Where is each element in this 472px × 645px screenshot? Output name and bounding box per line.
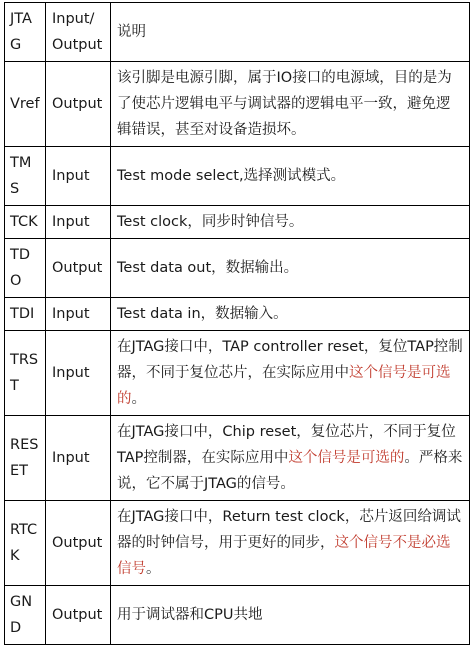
description-text: Test mode select,选择测试模式。 bbox=[117, 168, 346, 184]
table-row bbox=[5, 298, 470, 331]
description-cell bbox=[111, 586, 470, 645]
table-row bbox=[5, 586, 470, 645]
description-cell bbox=[111, 147, 470, 206]
header-signal: JTAG bbox=[5, 3, 46, 62]
description-text: 。 bbox=[131, 391, 146, 407]
description-text: 。严格来说，它不属于JTAG的信号。 bbox=[117, 450, 463, 492]
table-row bbox=[5, 239, 470, 298]
table-row bbox=[5, 416, 470, 501]
description-cell bbox=[111, 239, 470, 298]
direction-cell: Output bbox=[46, 586, 111, 645]
signal-cell: RESET bbox=[5, 416, 46, 501]
signal-cell: TRST bbox=[5, 331, 46, 416]
description-text: 在JTAG接口中，Chip reset，复位芯片，不同于复位TAP控制器，在实际应用中 bbox=[117, 424, 456, 466]
description-cell bbox=[111, 298, 470, 331]
highlighted-text: 这个信号是可选的 bbox=[288, 450, 405, 466]
description-text: 用于调试器和CPU共地 bbox=[117, 607, 263, 623]
header-direction: Input/Output bbox=[46, 3, 111, 62]
table-row bbox=[5, 62, 470, 147]
description-cell bbox=[111, 206, 470, 239]
signal-cell: TMS bbox=[5, 147, 46, 206]
signal-cell: TDI bbox=[5, 298, 46, 331]
table-body bbox=[5, 3, 470, 645]
header-description: 说明 bbox=[111, 3, 470, 62]
direction-cell: Input bbox=[46, 298, 111, 331]
description-text: 在JTAG接口中，Return test clock，芯片返回给调试器的时钟信号，用于更好的同步， bbox=[117, 509, 461, 551]
table-row bbox=[5, 501, 470, 586]
direction-cell: Input bbox=[46, 206, 111, 239]
description-text: 该引脚是电源引脚，属于IO接口的电源域，目的是为了使芯片逻辑电平与调试器的逻辑电平一致，避免逻辑错误，甚至对设备造损坏。 bbox=[117, 70, 452, 138]
description-cell bbox=[111, 416, 470, 501]
jtag-signal-table bbox=[4, 2, 470, 645]
description-text: Test data out，数据输出。 bbox=[117, 260, 299, 276]
description-text: Test data in，数据输入。 bbox=[117, 306, 288, 322]
table-row bbox=[5, 206, 470, 239]
header-row bbox=[5, 3, 470, 62]
direction-cell: Output bbox=[46, 239, 111, 298]
table-row bbox=[5, 331, 470, 416]
signal-cell: TCK bbox=[5, 206, 46, 239]
direction-cell: Output bbox=[46, 501, 111, 586]
direction-cell: Input bbox=[46, 147, 111, 206]
description-cell bbox=[111, 331, 470, 416]
description-text: 。 bbox=[146, 561, 161, 577]
direction-cell: Input bbox=[46, 416, 111, 501]
direction-cell: Input bbox=[46, 331, 111, 416]
description-cell bbox=[111, 62, 470, 147]
highlighted-text: 这个信号不是必选信号 bbox=[117, 535, 451, 577]
description-cell bbox=[111, 501, 470, 586]
signal-cell: RTCK bbox=[5, 501, 46, 586]
direction-cell: Output bbox=[46, 62, 111, 147]
highlighted-text: 这个信号是可选的 bbox=[117, 365, 451, 407]
description-text: 在JTAG接口中，TAP controller reset，复位TAP控制器，不同于复位芯片，在实际应用中 bbox=[117, 339, 463, 381]
signal-cell: Vref bbox=[5, 62, 46, 147]
table-row bbox=[5, 147, 470, 206]
description-text: Test clock，同步时钟信号。 bbox=[117, 214, 304, 230]
signal-cell: GND bbox=[5, 586, 46, 645]
signal-cell: TDO bbox=[5, 239, 46, 298]
